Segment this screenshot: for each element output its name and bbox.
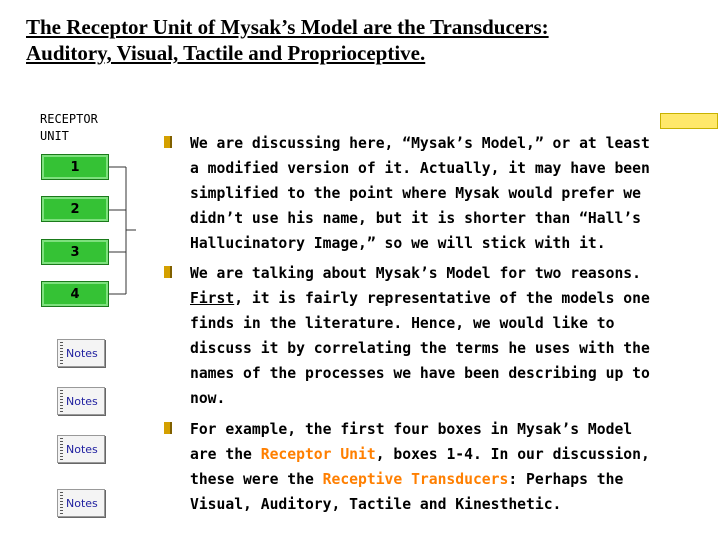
paragraph-1-line: didn’t use his name, but it is shorter than “Hall’s [190,210,641,227]
bullet-paragraph-2 [190,261,650,411]
paragraph-1-line: simplified to the point where Mysak would prefer we [190,185,641,202]
notes-button-2[interactable]: Notes [57,387,105,415]
receptor-box-4: 4 [41,281,109,307]
paragraph-2-line-rest: , it is fairly representative of the models one [234,290,650,307]
receptor-label-line-2: UNIT [40,129,69,143]
paragraph-2-line: names of the processes we have been describing up to [190,365,650,382]
paragraph-2-line [190,286,650,311]
bullet-icon-2 [164,266,172,278]
corner-badge-icon[interactable] [660,113,718,129]
paragraph-2-line: We are talking about Mysak’s Model for two reasons. [190,265,641,282]
receptive-transducers-highlight: Receptive Transducers [322,471,509,488]
paragraph-3-line [190,442,650,467]
bullet-icon-3 [164,422,172,434]
text-run: are the [190,446,261,463]
paragraph-2-line: finds in the literature. Hence, we would like to [190,315,615,332]
title-line-1: The Receptor Unit of Mysak’s Model are the Transducers: [26,15,549,39]
text-run: , boxes 1-4. In our discussion, [375,446,650,463]
receptor-unit-highlight: Receptor Unit [260,446,376,463]
notes-button-1[interactable]: Notes [57,339,105,367]
bullet-paragraph-3 [190,417,650,517]
receptor-connector-lines [108,160,138,300]
notes-button-4[interactable]: Notes [57,489,105,517]
title-line-2: Auditory, Visual, Tactile and Proprioceptive. [26,41,426,65]
paragraph-1-line: Hallucinatory Image,” so we will stick with it. [190,235,606,252]
text-run: these were the [190,471,323,488]
paragraph-2-line: now. [190,390,226,407]
notes-button-3[interactable]: Notes [57,435,105,463]
paragraph-2-line: discuss it by correlating the terms he uses with the [190,340,650,357]
receptor-label-line-1: RECEPTOR [40,112,98,126]
paragraph-1-line: We are discussing here, “Mysak’s Model,” or at least [190,135,650,152]
receptor-box-2: 2 [41,196,109,222]
paragraph-3-line: Visual, Auditory, Tactile and Kinesthetic. [190,496,562,513]
paragraph-3-line [190,467,650,492]
paragraph-3-line: For example, the first four boxes in Mysak’s Model [190,421,633,438]
receptor-box-1: 1 [41,154,109,180]
bullet-paragraph-1 [190,131,650,256]
receptor-unit-label [40,111,98,145]
receptor-box-3: 3 [41,239,109,265]
bullet-icon-1 [164,136,172,148]
paragraph-1-line: a modified version of it. Actually, it may have been [190,160,650,177]
slide-title [26,14,646,66]
first-underlined-word: First [190,290,235,307]
text-run: : Perhaps the [508,471,624,488]
